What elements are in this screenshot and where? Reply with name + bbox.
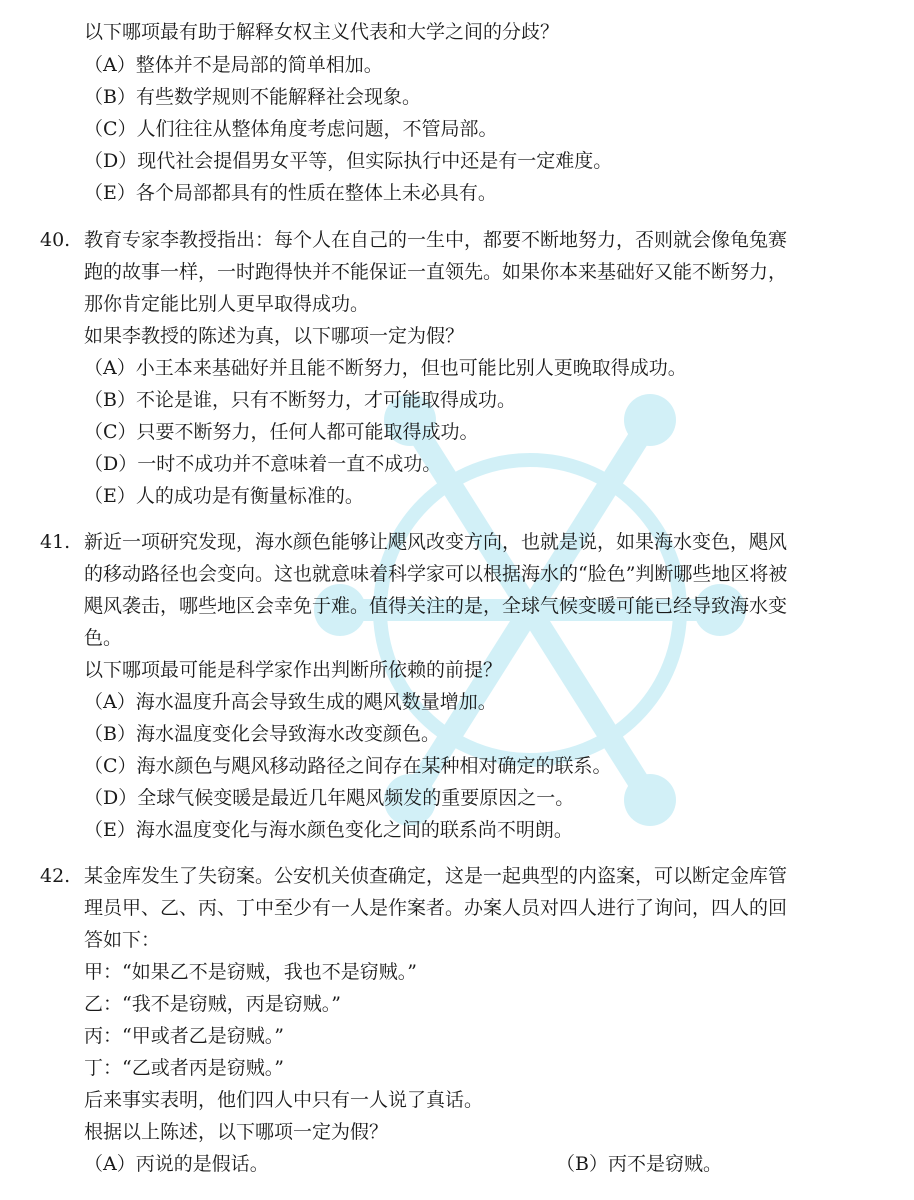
q41-option-c: （C）海水颜色与飓风移动路径之间存在某种相对确定的联系。 [84, 755, 612, 777]
q42-passage-line-1: 某金库发生了失窃案。公安机关侦查确定，这是一起典型的内盗案，可以断定金库管 [84, 865, 788, 887]
q42-stem: 根据以上陈述，以下哪项一定为假？ [84, 1121, 389, 1143]
q41-option-d: （D）全球气候变暖是最近几年飓风频发的重要原因之一。 [84, 787, 575, 809]
q41-passage-line-3: 飓风袭击，哪些地区会幸免于难。值得关注的是，全球气候变暖可能已经导致海水变 [84, 595, 788, 617]
q41-passage-line-2: 的移动路径也会变向。这也就意味着科学家可以根据海水的“脸色”判断哪些地区将被 [84, 563, 788, 585]
q42-option-b: （B）丙不是窃贼。 [556, 1153, 722, 1175]
q39-stem: 以下哪项最有助于解释女权主义代表和大学之间的分歧？ [84, 21, 560, 43]
q40-stem: 如果李教授的陈述为真，以下哪项一定为假？ [84, 325, 465, 347]
q40-option-a: （A）小王本来基础好并且能不断努力，但也可能比别人更晚取得成功。 [84, 357, 687, 379]
q39-option-b: （B）有些数学规则不能解释社会现象。 [84, 86, 421, 108]
q39-option-c: （C）人们往往从整体角度考虑问题，不管局部。 [84, 118, 498, 140]
q41-stem: 以下哪项最可能是科学家作出判断所依赖的前提？ [84, 659, 503, 681]
q42-fact: 后来事实表明，他们四人中只有一人说了真话。 [84, 1089, 484, 1111]
q40-option-c: （C）只要不断努力，任何人都可能取得成功。 [84, 421, 479, 443]
q42-quote-bing: 丙：“甲或者乙是窃贼。” [84, 1025, 284, 1047]
q40-option-b: （B）不论是谁，只有不断努力，才可能取得成功。 [84, 389, 516, 411]
q40-passage-line-3: 那你肯定能比别人更早取得成功。 [84, 293, 370, 315]
q42-number: 42. [40, 865, 71, 887]
q42-passage-line-3: 答如下： [84, 929, 161, 951]
q39-option-e: （E）各个局部都具有的性质在整体上未必具有。 [84, 182, 497, 204]
q40-passage-line-1: 教育专家李教授指出：每个人在自己的一生中，都要不断地努力，否则就会像龟兔赛 [84, 229, 788, 251]
q42-quote-ding: 丁：“乙或者丙是窃贼。” [84, 1057, 284, 1079]
q41-passage-line-4: 色。 [84, 627, 123, 649]
q41-number: 41. [40, 531, 71, 553]
q42-option-a: （A）丙说的是假话。 [84, 1153, 269, 1175]
q41-passage-line-1: 新近一项研究发现，海水颜色能够让飓风改变方向，也就是说，如果海水变色，飓风 [84, 531, 788, 553]
q41-option-b: （B）海水温度变化会导致海水改变颜色。 [84, 723, 440, 745]
q41-option-a: （A）海水温度升高会导致生成的飓风数量增加。 [84, 691, 497, 713]
q42-quote-yi: 乙：“我不是窃贼，丙是窃贼。” [84, 993, 341, 1015]
q42-passage-line-2: 理员甲、乙、丙、丁中至少有一人是作案者。办案人员对四人进行了询问，四人的回 [84, 897, 788, 919]
q40-number: 40. [40, 229, 71, 251]
q39-option-d: （D）现代社会提倡男女平等，但实际执行中还是有一定难度。 [84, 150, 613, 172]
q42-quote-jia: 甲：“如果乙不是窃贼，我也不是窃贼。” [84, 961, 417, 983]
q40-option-e: （E）人的成功是有衡量标准的。 [84, 485, 364, 507]
q40-option-d: （D）一时不成功并不意味着一直不成功。 [84, 453, 442, 475]
q40-passage-line-2: 跑的故事一样，一时跑得快并不能保证一直领先。如果你本来基础好又能不断努力， [84, 261, 788, 283]
q39-option-a: （A）整体并不是局部的简单相加。 [84, 54, 383, 76]
q41-option-e: （E）海水温度变化与海水颜色变化之间的联系尚不明朗。 [84, 819, 573, 841]
